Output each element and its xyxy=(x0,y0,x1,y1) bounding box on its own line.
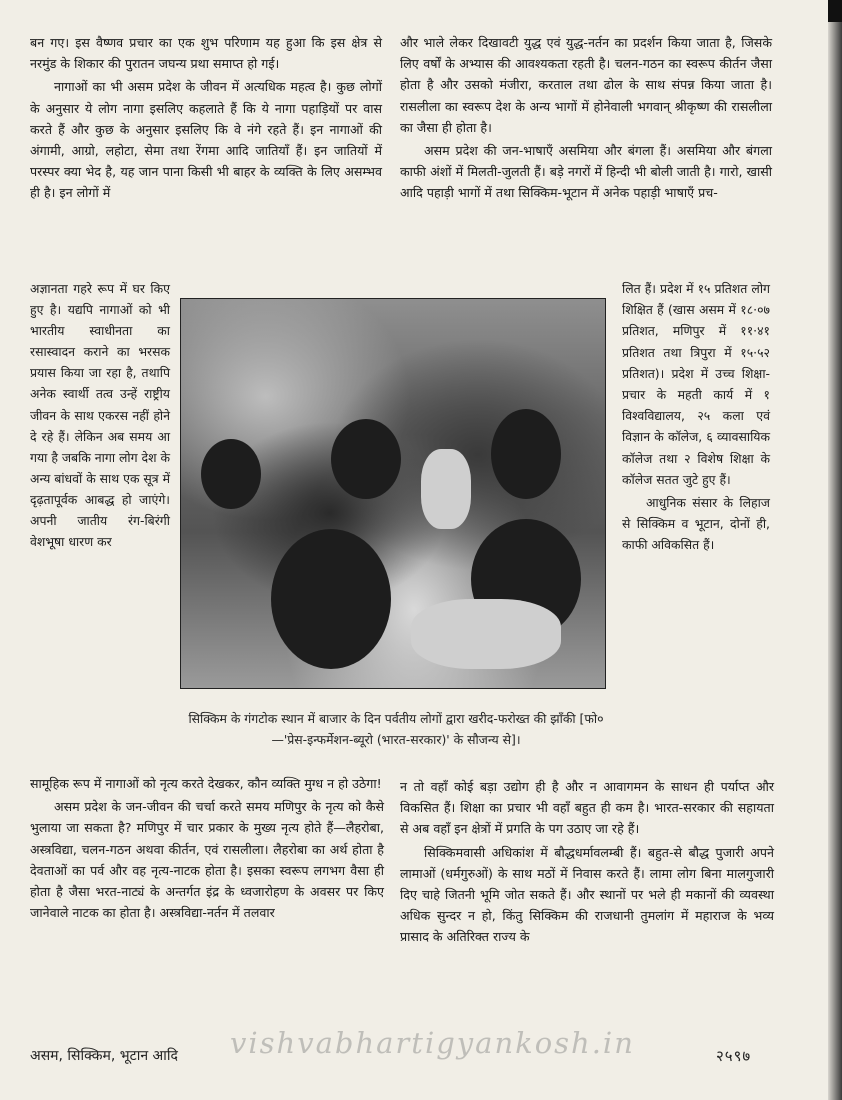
paragraph: नागाओं का भी असम प्रदेश के जीवन में अत्यधिक महत्व है। कुछ लोगों के अनुसार ये लोग नागा इसलिए कहलाते हैं कि ये नागा पहाड़ियों पर वास करते हैं और कुछ के अनुसार इसलिए कि वे नंगे रहते हैं। इन नागाओं की अंगामी, आग्रो, लहोटा, सेमा तथा रेंगमा आदि जातियाँ हैं। इन जातियों में परस्पर क्या भेद है, यह जान पाना किसी भी बाहर के व्यक्ति के लिए असम्भव ही है। इन लोगों में xyxy=(30,79,382,201)
photo-caption: सिक्किम के गंगटोक स्थान में बाजार के दिन पर्वतीय लोगों द्वारा खरीद-फरोख्त की झाँकी [फो०—'प्रेस-इन्फर्मेशन-ब्यूरो (भारत-सरकार)' के सौजन्य से]। xyxy=(188,711,604,747)
right-column-top xyxy=(400,32,772,206)
paragraph: अज्ञानता गहरे रूप में घर किए हुए है। यद्यपि नागाओं को भी भारतीय स्वाधीनता का रसास्वादन कराने का भरसक प्रयास किया जा रहा है, तथापि अनेक स्वार्थी तत्व उन्हें राष्ट्रीय जीवन के साथ एकरस नहीं होने दे रहे हैं। लेकिन अब समय आ गया है जबकि नागा लोग देश के अन्य बांधवों के साथ एक सूत्र में दृढ़तापूर्वक आबद्ध हो जाएंगे। अपनी जातीय रंग-बिरंगी वेशभूषा धारण कर xyxy=(30,281,170,550)
page-number: २५९७ xyxy=(716,1047,752,1065)
paragraph: आधुनिक संसार के लिहाज से सिक्किम व भूटान, दोनों ही, काफी अविकसित हैं। xyxy=(622,495,770,553)
photo-figure xyxy=(201,439,261,509)
market-photograph xyxy=(180,298,606,689)
running-footer: असम, सिक्किम, भूटान आदि xyxy=(30,1048,178,1064)
photo-goods xyxy=(411,599,561,669)
paragraph: असम प्रदेश की जन-भाषाएँ असमिया और बंगला हैं। असमिया और बंगला काफी अंशों में मिलती-जुलती हैं। बड़े नगरों में हिन्दी भी बोली जाती है। गारो, खासी आदि पहाड़ी भागों में तथा सिक्किम-भूटान में अनेक पहाड़ी भाषाएँ प्रच- xyxy=(400,143,772,201)
paragraph: न तो वहाँ कोई बड़ा उद्योग ही है और न आवागमन के साधन ही पर्याप्त और विकसित हैं। शिक्षा का प्रचार भी वहाँ बहुत ही कम है। भारत-सरकार की सहायता से अब वहाँ इन क्षेत्रों में प्रगति के पग उठाए जा रहे हैं। xyxy=(400,779,774,837)
right-column-beside-photo xyxy=(622,278,770,558)
photo-figure xyxy=(271,529,391,669)
paragraph: लित हैं। प्रदेश में १५ प्रतिशत लोग शिक्षित हैं (खास असम में १८·०७ प्रतिशत, मणिपुर में ११·४१ प्रतिशत तथा त्रिपुरा में १५·५२ प्रतिशत)। प्रदेश में उच्च शिक्षा-प्रचार के महती कार्य में १ विश्वविद्यालय, २५ कला एवं विज्ञान के कॉलेज, ६ व्यावसायिक कॉलेज तथा २ विशेष शिक्षा के कॉलेज सतत जुटे हुए हैं। xyxy=(622,281,770,487)
paragraph: बन गए। इस वैष्णव प्रचार का एक शुभ परिणाम यह हुआ कि इस क्षेत्र से नरमुंड के शिकार की पुरातन जघन्य प्रथा समाप्त हो गई। xyxy=(30,35,382,72)
left-column-bottom xyxy=(30,773,384,925)
photo-figure-light xyxy=(421,449,471,529)
paragraph: सामूहिक रूप में नागाओं को नृत्य करते देखकर, कौन व्यक्ति मुग्ध न हो उठेगा! xyxy=(30,776,382,791)
right-column-bottom xyxy=(400,776,774,950)
watermark: vishvabhartigyankosh.in xyxy=(230,1026,635,1060)
book-spine-edge xyxy=(828,0,842,1100)
photo-figure xyxy=(491,409,561,499)
paragraph: सिक्किमवासी अधिकांश में बौद्धधर्मावलम्बी हैं। बहुत-से बौद्ध पुजारी अपने लामाओं (धर्मगुरुओं) के साथ मठों में निवास करते हैं। लामा लोग बिना मालगुजारी दिए चाहे जितनी भूमि जोत सकते हैं। और स्थानों पर भले ही मकानों की व्यवस्था अधिक सुन्दर न हो, किंतु सिक्किम की राजधानी तुमलांग में महाराज के भव्य प्रासाद के अतिरिक्त राज्य के xyxy=(400,844,774,945)
book-spine-corner xyxy=(828,0,842,22)
left-column-beside-photo xyxy=(30,278,170,554)
paragraph: असम प्रदेश के जन-जीवन की चर्चा करते समय मणिपुर के नृत्य को कैसे भुलाया जा सकता है? मणिपुर में चार प्रकार के मुख्य नृत्य होते हैं—लैहरोबा, अस्त्रविद्या, चलन-गठन अथवा कीर्तन, एवं रासलीला। लैहरोबा का अर्थ होता है देवताओं का पर्व और वह नृत्य-नाटक होता है। इसका स्वरूप लगभग वैसा ही होता है जैसा भरत-नाट्यं के अन्तर्गत इंद्र के ध्वजारोहण के अवसर पर किए जानेवाले नाटक का होता है। अस्त्रविद्या-नर्तन में तलवार xyxy=(30,799,385,921)
left-column-top xyxy=(30,32,382,206)
paragraph: और भाले लेकर दिखावटी युद्ध एवं युद्ध-नर्तन का प्रदर्शन किया जाता है, जिसके लिए वर्षों के अभ्यास की आवश्यकता रहती है। चलन-गठन का स्वरूप कीर्तन जैसा होता है और उसको मंजीरा, करताल तथा ढोल के साथ संपन्न किया जाता है। रासलीला का स्वरूप देश के अन्य भागों में होनेवाली भगवान् श्रीकृष्ण की रासलीला का जैसा ही होता है। xyxy=(400,35,772,135)
photo-figure xyxy=(331,419,401,499)
